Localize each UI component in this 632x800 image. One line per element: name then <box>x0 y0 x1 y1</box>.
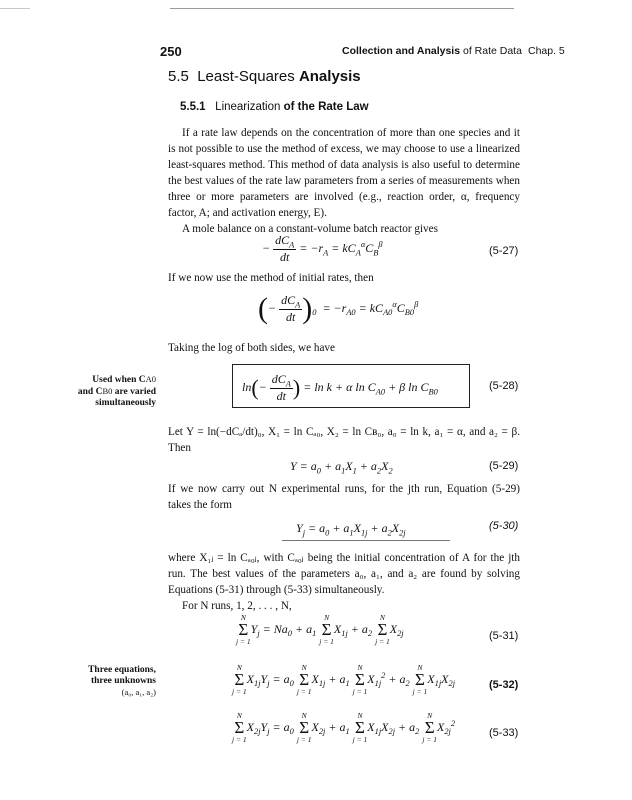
equation-5-28-number: (5-28) <box>489 380 519 392</box>
subsection-heading <box>180 101 369 113</box>
margin-note-three-equations: Three equations, three unknowns (a₀, a₁, a₂) <box>88 665 156 697</box>
paragraph-1: If a rate law depends on the concentration of more than one species and it is not possible to use the method of excess, we may choose to use a linearized least-squares method. This method of data analysis is also useful to determine the best values of the rate law parameters from a series of measurements when three or more parameters are involved (e.g., reaction order, α, frequency factor, A; and activation energy, E). <box>168 127 520 219</box>
text-for-n-runs: For N runs, 1, 2, . . . , N, <box>182 600 292 612</box>
section-heading <box>168 68 361 85</box>
section-number: 5.5 <box>168 68 189 85</box>
equation-5-27-number: (5-27) <box>489 245 519 257</box>
running-title-rest: of Rate Data <box>460 45 522 57</box>
section-title-plain: Least-Squares <box>197 68 299 85</box>
equation-5-27: − $\frac{dC_A}{dt}$ = $-r_A = kC_A^\alpha C_B^\beta$ <box>262 233 383 265</box>
text-let: Let Y = ln(−dCₐ/dt)₀, X₁ = ln Cₐ₀, X₂ = ln Cʙ₀, a₀ = ln k, a₁ = α, and a₂ = β. Then <box>168 426 520 454</box>
text-initial-rates: If we now use the method of initial rates, then <box>168 272 374 284</box>
equation-5-29: $Y = a_0 + a_1X_1 + a_2X_2$ <box>290 459 393 476</box>
text-where: where X₁ⱼ = ln Cₐ₀ⱼ, with Cₐ₀ⱼ being the initial concentration of A for the jth run. The best values of the parameters a₀, a₁, and a₂ are found by solving Equations (5-31) through (5-33) simultaneously. <box>168 552 520 596</box>
paragraph-intro <box>168 125 520 237</box>
equation-5-32-number: (5-32) <box>489 679 519 691</box>
scan-edge-mark <box>0 8 30 9</box>
subsection-title-bold: of the Rate Law <box>280 101 369 113</box>
margin-note-varied: Used when CA0 and CB0 are varied simultaneously <box>77 374 156 408</box>
text-take-log: Taking the log of both sides, we have <box>168 342 335 354</box>
equation-5-30: $Y_j = a_0 + a_1X_{1j} + a_2X_{2j}$ <box>296 521 406 538</box>
text-carry-out: If we now carry out N experimental runs, for the jth run, Equation (5-29) takes the form <box>168 483 520 511</box>
page-number: 250 <box>160 44 182 59</box>
subsection-number: 5.5.1 <box>180 101 206 113</box>
equation-5-32: N Σ j = 1 $X_{1j}Y_j = a_0$ N Σ j = 1 $X_{1j} + a_1$ N Σ j = 1 $X_{1j}^2 + a_2$ N Σ j = 1 $X_{1j}X_{2j}$ <box>232 663 456 696</box>
equation-5-33: N Σ j = 1 $X_{2j}Y_j = a_0$ N Σ j = 1 $X_{2j} + a_1$ N Σ j = 1 $X_{1j}X_{2j} + a_2$ N Σ j = 1 $X_{2j}^2$ <box>232 711 456 744</box>
subsection-title-plain: Linearization <box>215 101 281 113</box>
chapter-label: Chap. 5 <box>528 45 565 57</box>
equation-initial-rates: (− $\frac{dC_A}{dt}$ )$_0 = -r_{A0} = kC_{A0}^\alpha C_{B0}^\beta$ <box>258 292 419 325</box>
section-title-bold: Analysis <box>298 68 361 85</box>
running-title <box>342 45 522 57</box>
equation-5-33-number: (5-33) <box>489 727 519 739</box>
paragraph-2: A mole balance on a constant-volume batch reactor gives <box>182 223 438 235</box>
equation-5-29-number: (5-29) <box>489 460 519 472</box>
equation-5-31-number: (5-31) <box>489 630 519 642</box>
equation-5-28: ln(− $\frac{dC_A}{dt}$ ) = ln k + α $\ln C_{A0} + \beta$ $\ln C_{B0}$ <box>242 372 438 404</box>
running-title-bold: Collection and Analysis <box>342 45 461 57</box>
equation-5-31: N Σ j = 1 $Y_j = Na_0 + a_1$ N Σ j = 1 $X_{1j} + a_2$ N Σ j = 1 $X_{2j}$ <box>236 613 404 646</box>
equation-5-30-number: (5-30) <box>489 520 519 532</box>
top-rule <box>170 8 514 9</box>
